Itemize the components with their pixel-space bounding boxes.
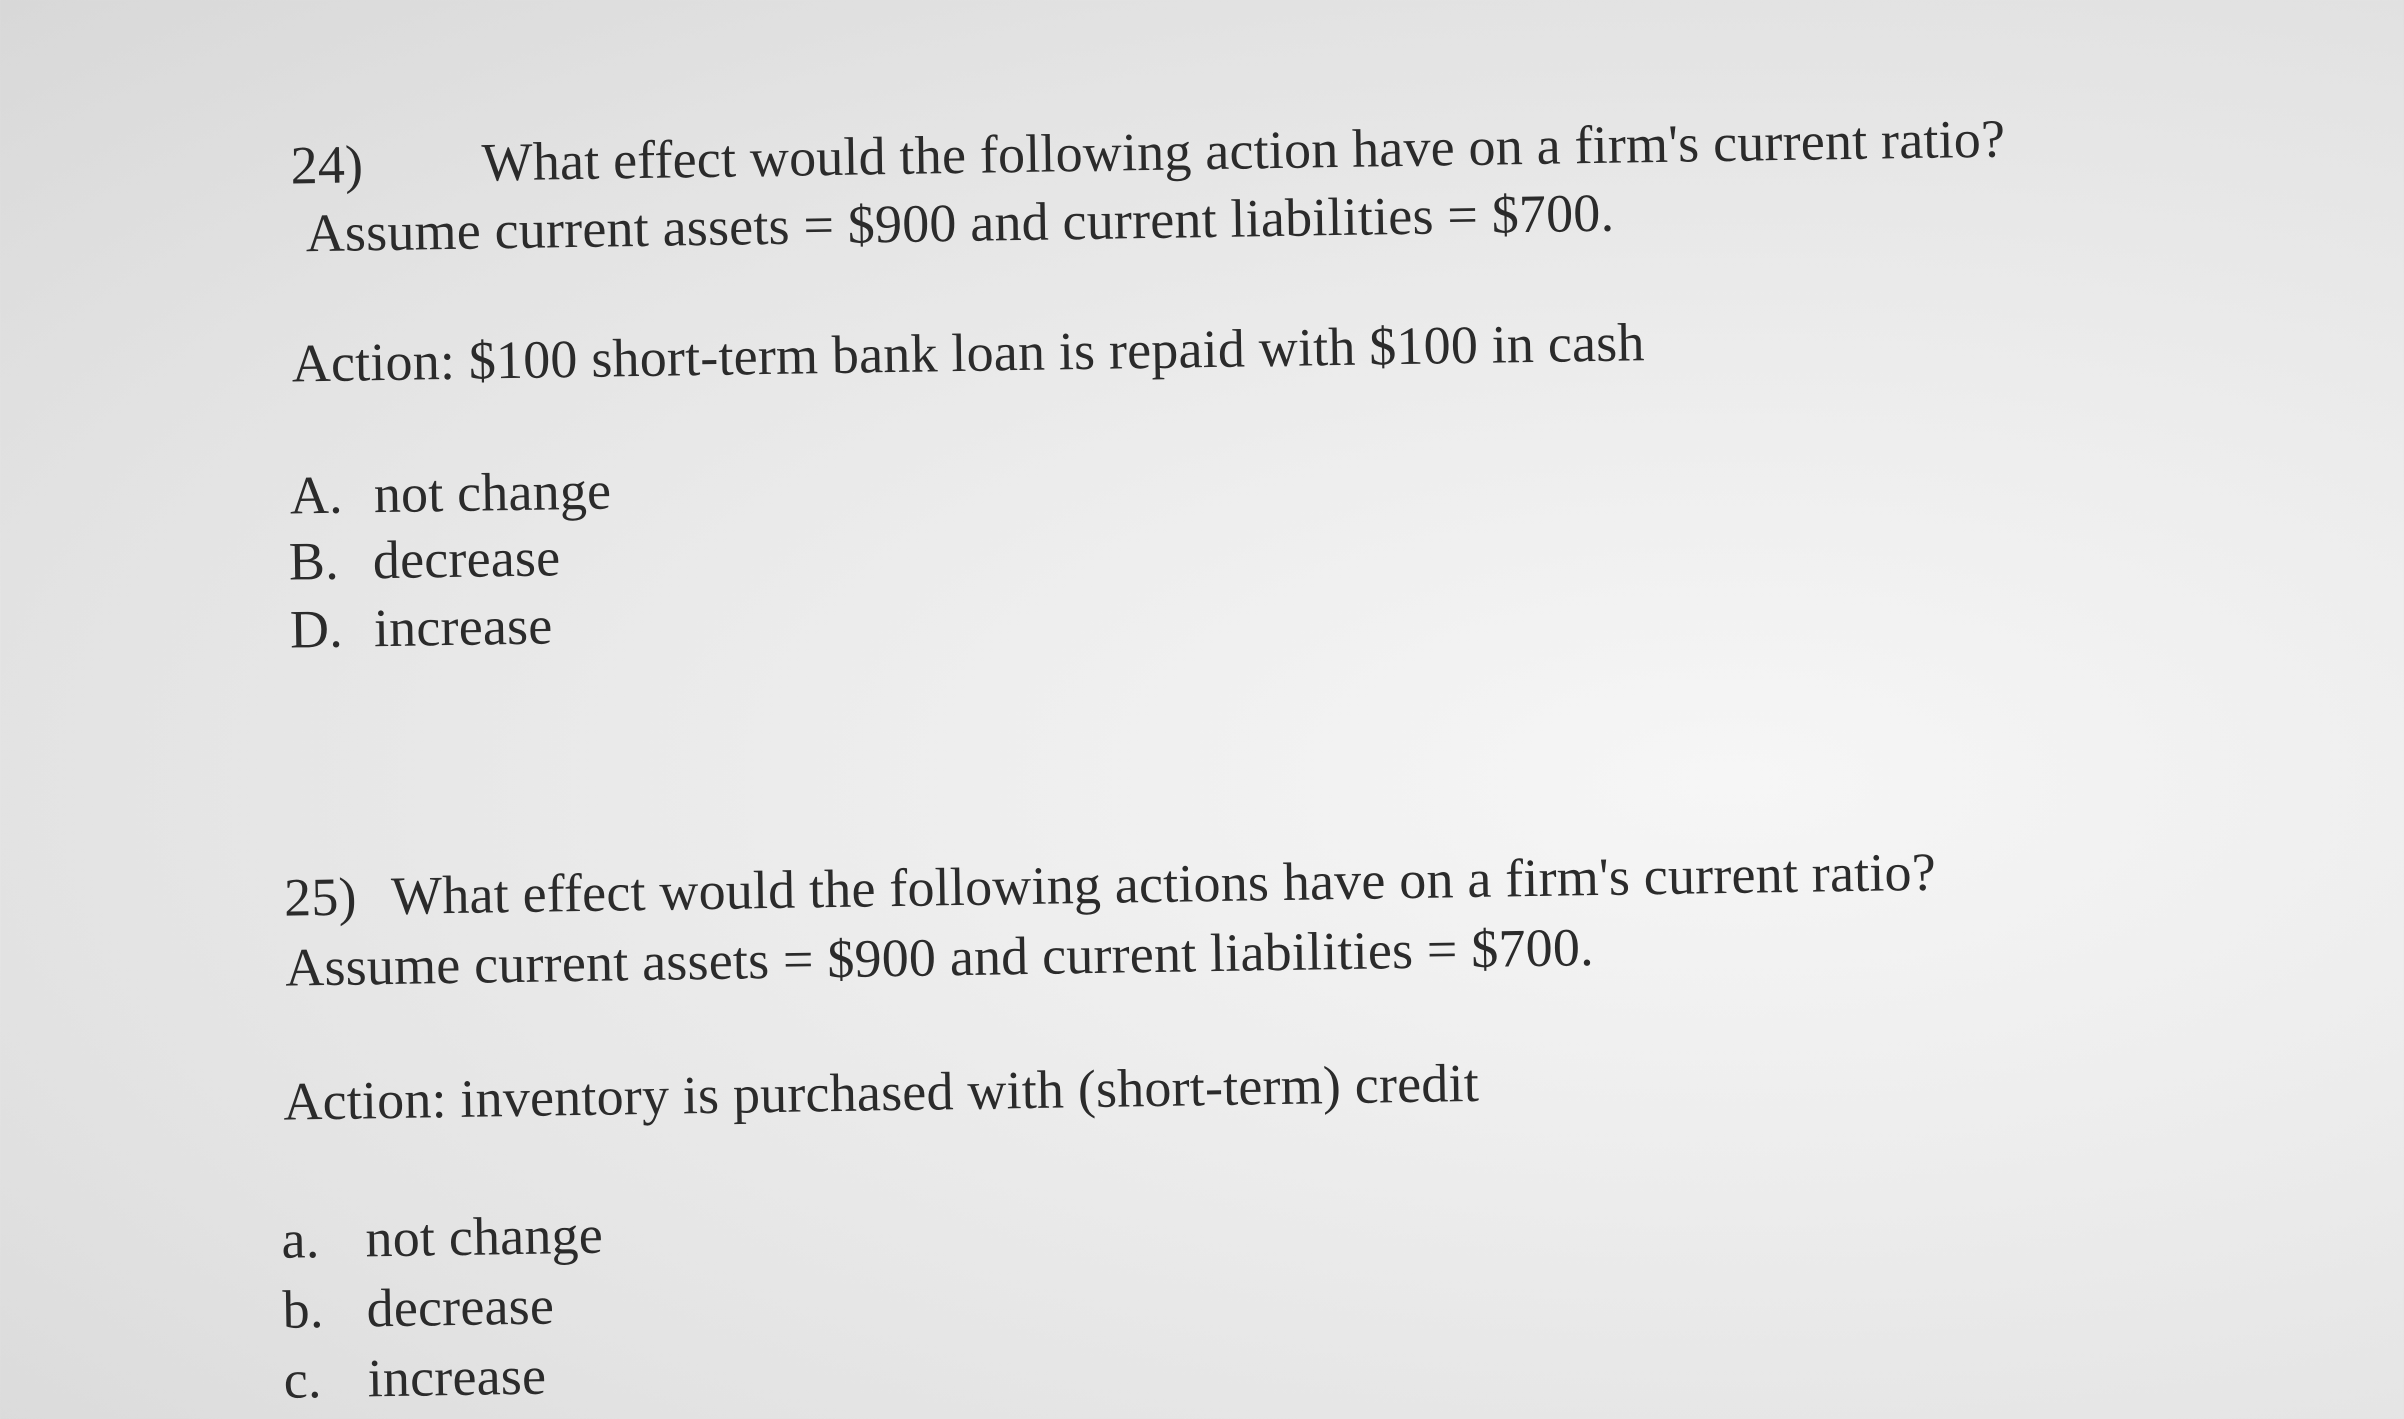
q24-number: 24) (290, 134, 364, 196)
q25-option-c (283, 1346, 546, 1410)
q25-option-a-letter: a. (281, 1209, 320, 1270)
q25-option-b (282, 1275, 554, 1339)
q25-option-b-letter: b. (282, 1279, 324, 1340)
q25-question-line (284, 842, 1937, 928)
q24-option-b (288, 527, 560, 591)
q25-action: Action: inventory is purchased with (short-term) credit (282, 1052, 1480, 1132)
q24-question-line (290, 109, 2005, 196)
q24-option-d-text: increase (373, 595, 553, 659)
q24-option-a-text: not change (373, 460, 612, 525)
q24-option-a (289, 460, 611, 525)
q25-option-c-letter: c. (283, 1349, 323, 1410)
q25-question: What effect would the following actions have on a firm's current ratio? (390, 841, 1937, 926)
q25-option-a (281, 1205, 603, 1270)
q24-option-a-letter: A. (289, 464, 344, 526)
q24-action: Action: $100 short-term bank loan is repaid with $100 in cash (291, 312, 1646, 394)
q24-question: What effect would the following action have on a firm's current ratio? (481, 108, 2006, 193)
q24-option-b-text: decrease (372, 527, 561, 591)
q25-option-c-text: increase (367, 1345, 547, 1409)
q25-assumption: Assume current assets = $900 and current liabilities = $700. (284, 917, 1595, 998)
q24-option-d-letter: D. (289, 598, 344, 660)
q24-option-b-letter: B. (288, 530, 340, 592)
q24-option-d (289, 595, 552, 659)
q25-option-a-text: not change (365, 1204, 604, 1269)
q25-number: 25) (283, 866, 358, 928)
q25-option-b-text: decrease (366, 1275, 555, 1339)
q24-spacer (377, 181, 469, 182)
q24-assumption: Assume current assets = $900 and current liabilities = $700. (305, 182, 1615, 264)
